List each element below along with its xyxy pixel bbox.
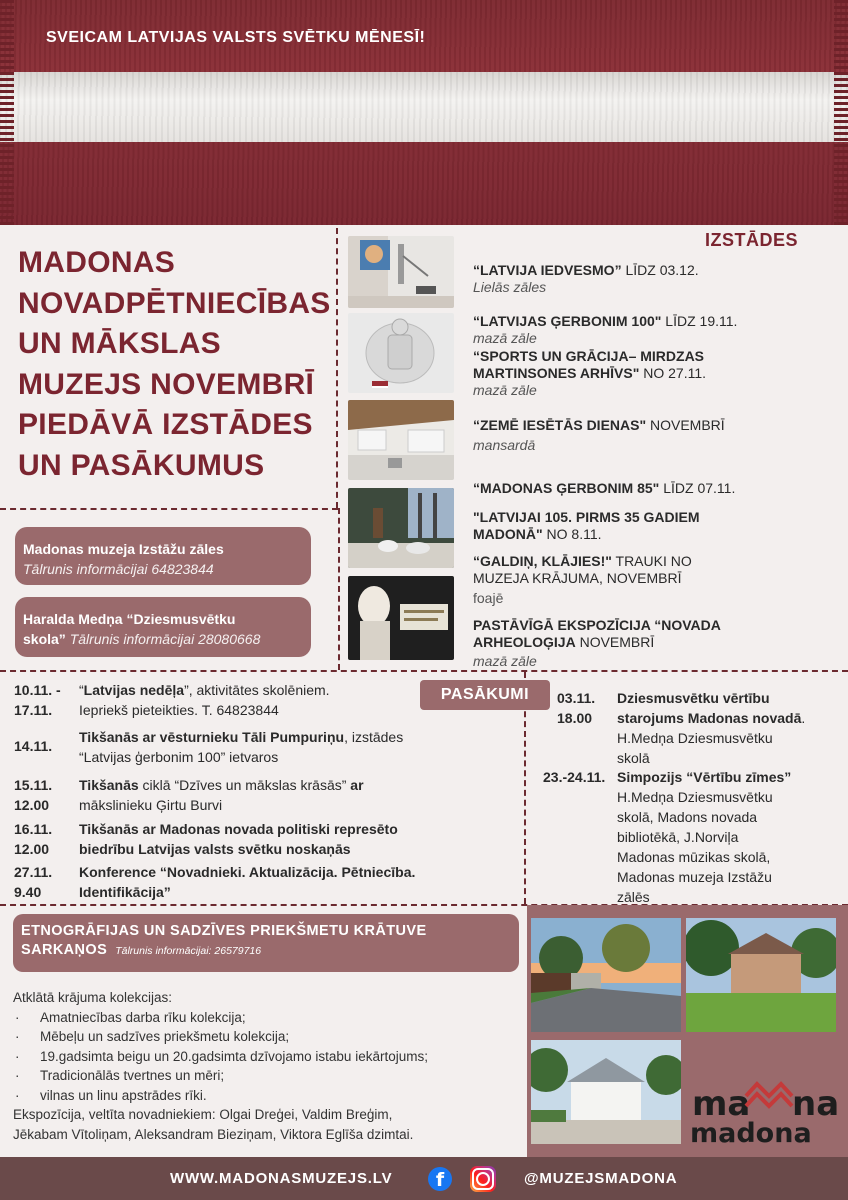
logo-text: madona (690, 1118, 812, 1149)
exhibition-item (473, 313, 813, 347)
instagram-handle[interactable]: @MUZEJSMADONA (524, 1170, 678, 1187)
exhibition-photo-art (348, 236, 454, 308)
logo-chevron-icon (744, 1080, 794, 1114)
event-date: 14.11. (14, 738, 53, 754)
facebook-icon[interactable]: f (428, 1167, 452, 1191)
event-date: 10.11. - 17.11. (14, 682, 61, 718)
photo-manor-house (686, 918, 836, 1032)
contact-phone[interactable]: Tālrunis informācijai 28080668 (69, 631, 261, 647)
divider (0, 508, 338, 510)
event-date: 03.11. 18.00 (557, 690, 596, 726)
exhibition-location: Lielās zāles (473, 279, 547, 295)
list-item: · Tradicionālās tvertnes un mēri; (15, 1068, 225, 1083)
divider (338, 508, 340, 670)
event-item (14, 862, 494, 904)
event-date: 27.11. 9.40 (14, 864, 53, 900)
exhibition-name: PASTĀVĪGĀ EKSPOZĪCIJA “NOVADA ARHEOLOĢIJA (473, 617, 721, 650)
flag-fringe-left (0, 0, 14, 225)
flag-fringe-right (834, 0, 848, 225)
list-item: · 19.gadsimta beigu un 20.gadsimta dzīvojamo istabu iekārtojums; (15, 1048, 428, 1064)
divider (336, 228, 338, 508)
madona-logo (686, 1040, 838, 1152)
title-line: UN MĀKSLAS (18, 327, 221, 360)
website-link[interactable]: WWW.MADONASMUZEJS.LV (170, 1170, 393, 1187)
storage-phone[interactable]: Tālrunis informācijai: 26579716 (115, 945, 262, 957)
exhibition-dates: NOVEMBRĪ (575, 634, 655, 650)
events-title: PASĀKUMI (420, 680, 550, 710)
exhibition-dates: NO 27.11. (639, 365, 707, 381)
storage-title: SARKAŅOS (21, 942, 108, 958)
contact-name: skola” (23, 631, 66, 647)
event-description: “Latvijas nedēļa”, aktivitātes skolēniem. Iepriekš pieteikties. T. 64823844 (79, 682, 330, 718)
exhibition-dates: LĪDZ 03.12. (621, 262, 699, 278)
exhibition-photo-coat-of-arms (348, 313, 454, 393)
storage-title: ETNOGRĀFIJAS UN SADZĪVES PRIEKŠMETU KRĀTUVE (21, 923, 427, 939)
event-item (14, 680, 414, 722)
event-date: 16.11. 12.00 (14, 821, 53, 857)
title-line: UN PASĀKUMUS (18, 448, 265, 482)
exhibition-name: “ZEMĒ IESĒTĀS DIENAS" (473, 417, 647, 433)
exhibition-dates: NO 8.11. (542, 526, 602, 542)
event-date: 15.11. 12.00 (14, 777, 53, 813)
exhibition-item (473, 553, 743, 607)
exhibition-dates: LĪDZ 07.11. (659, 480, 736, 496)
event-description: Simpozijs “Vērtību zīmes” H.Medņa Dziesmusvētku skolā, Madons novada bibliotēkā, J.Norviļa Madonas mūzikas skolā, Madonas muzeja Izstāžu zālēs (617, 769, 792, 905)
event-item (14, 727, 494, 769)
event-item (14, 819, 494, 861)
exhibition-item (473, 262, 813, 296)
title-line: MADONAS (18, 246, 176, 279)
exhibition-photo-attic (348, 400, 454, 480)
list-item: · Amatniecības darba rīku kolekcija; (15, 1009, 246, 1025)
photo-road-sunset (531, 918, 681, 1032)
storage-outro: Jēkabam Vītoliņam, Aleksandram Bieziņam, Viktora Eglīša dzimtai. (13, 1126, 414, 1142)
exhibition-location: mazā zāle (473, 653, 537, 669)
exhibition-name: “GALDIŅ, KLĀJIES!" (473, 553, 612, 569)
contact-phone[interactable]: Tālrunis informācijai 64823844 (23, 561, 214, 577)
list-item: · vilnas un linu apstrādes rīki. (15, 1087, 207, 1103)
photo-white-house (531, 1040, 681, 1144)
divider (0, 670, 848, 672)
storage-intro: Atklātā krājuma kolekcijas: (13, 990, 173, 1005)
flag-white-stripe (0, 72, 848, 142)
logo-text: na (792, 1084, 840, 1124)
event-item (14, 775, 494, 817)
title-line: MUZEJS NOVEMBRĪ (18, 367, 315, 401)
exhibition-item (473, 348, 793, 399)
exhibition-name: “SPORTS UN GRĀCIJA– MIRDZAS MARTINSONES ARHĪVS" (473, 348, 705, 381)
storage-description (13, 988, 519, 1144)
exhibition-photo-tableware (348, 488, 454, 568)
exhibition-name: “MADONAS ĢERBONIM 85" (473, 480, 660, 496)
exhibitions-title: IZSTĀDES (705, 230, 799, 250)
exhibition-item (473, 617, 793, 670)
exhibition-dates: TRAUKI NO MUZEJA KRĀJUMA, NOVEMBRĪ (473, 553, 692, 586)
event-item (543, 767, 843, 903)
exhibition-location: mansardā (473, 437, 536, 453)
exhibition-name: “LATVIJA IEDVESMO” (473, 262, 622, 278)
event-description: Tikšanās ciklā “Dzīves un mākslas krāsās” ar mākslinieku Ģirtu Burvi (79, 777, 364, 813)
exhibition-dates: NOVEMBRĪ (646, 417, 725, 433)
event-description: Dziesmusvētku vērtību starojums Madonas novadā. H.Medņa Dziesmusvētku skolā (617, 690, 806, 766)
list-item: · Mēbeļu un sadzīves priekšmetu kolekcija; (15, 1029, 290, 1044)
contact-card-exhibition-halls (15, 527, 311, 585)
exhibition-item (473, 509, 763, 543)
title-line: PIEDĀVĀ IZSTĀDES (18, 408, 313, 441)
exhibition-item (473, 480, 813, 497)
page-title (18, 243, 336, 486)
exhibition-photo-archeology (348, 576, 454, 660)
event-date: 23.-24.11. (543, 769, 606, 785)
latvian-flag-banner (0, 0, 848, 225)
exhibition-location: mazā zāle (473, 382, 537, 398)
footer (0, 1157, 848, 1200)
exhibition-dates: LĪDZ 19.11. (661, 313, 738, 329)
event-description: Konference “Novadnieki. Aktualizācija. Pētniecība. Identifikācija” (79, 864, 416, 900)
event-description: Tikšanās ar vēsturnieku Tāli Pumpuriņu, izstādes “Latvijas ģerbonim 100” ietvaros (79, 729, 404, 765)
contact-name: Haralda Medņa “Dziesmusvētku (23, 611, 236, 627)
exhibition-name: “LATVIJAS ĢERBONIM 100" (473, 313, 662, 329)
banner-title: SVEICAM LATVIJAS VALSTS SVĒTKU MĒNESĪ! (46, 29, 426, 46)
logo-text: ma (692, 1084, 751, 1124)
exhibition-location: mazā zāle (473, 330, 537, 346)
exhibition-name: "LATVIJAI 105. PIRMS 35 GADIEM MADONĀ" (473, 509, 700, 542)
event-description: Tikšanās ar Madonas novada politiski represēto biedrību Latvijas valsts svētku noskaņās (79, 821, 398, 857)
contact-card-song-festival-school (15, 597, 311, 657)
exhibition-location: foajē (473, 590, 504, 606)
exhibition-item (473, 417, 813, 454)
event-item (557, 688, 847, 768)
title-line: NOVADPĒTNIECĪBAS (18, 286, 331, 320)
storage-header (13, 914, 519, 972)
contact-name: Madonas muzeja Izstāžu zāles (23, 541, 224, 557)
instagram-icon[interactable] (470, 1166, 496, 1192)
storage-outro: Ekspozīcija, veltīta novadniekiem: Olgai Dreģei, Valdim Breģim, (13, 1107, 393, 1122)
